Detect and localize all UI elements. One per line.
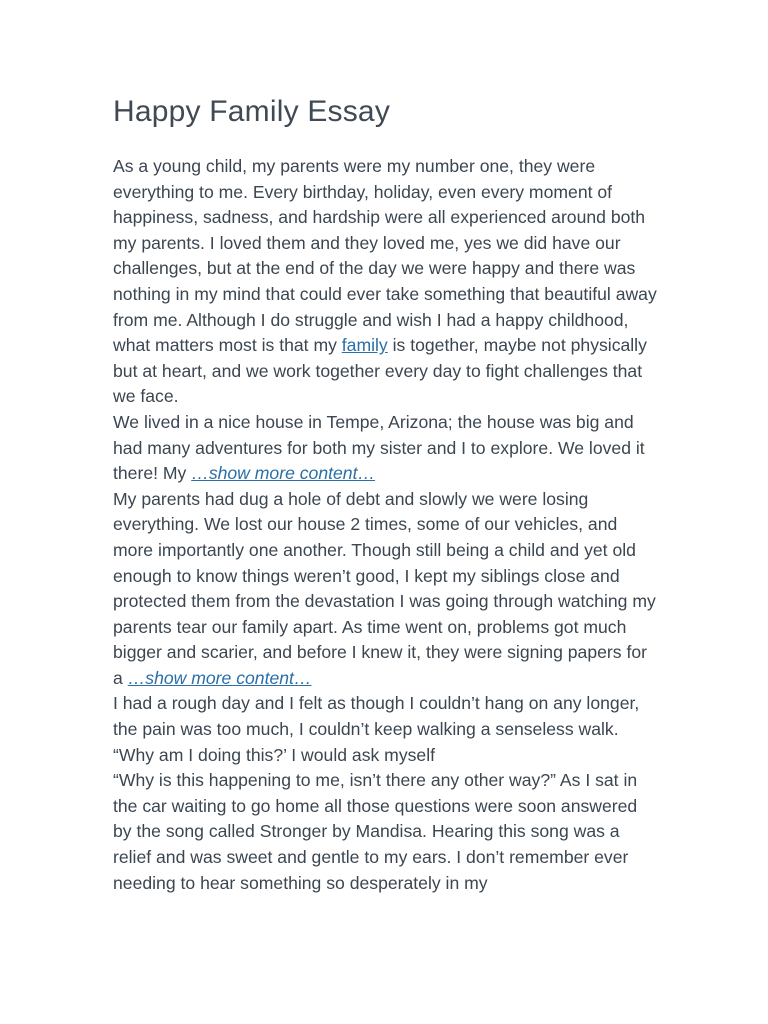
paragraph-1 (113, 154, 658, 410)
paragraph-2 (113, 410, 658, 487)
paragraph-4: I had a rough day and I felt as though I couldn’t hang on any longer, the pain was too much, I couldn’t keep walking a senseless walk. (113, 693, 640, 740)
page-title: Happy Family Essay (113, 95, 391, 128)
paragraph-3-text: My parents had dug a hole of debt and slowly we were losing everything. We lost our house 2 times, some of our vehicles, and more importantly one another. Though still being a child and yet old enough to know things weren’t good, I kept my siblings close and protected them from the devastation I was going through watching my parents tear our family apart. As time went on, problems got much bigger and scarier, and before I knew it, they were signing papers for a (113, 488, 656, 688)
paragraph-5: “Why am I doing this?’ I would ask myself (113, 744, 436, 765)
paragraph-1-text-end: is together, maybe not physically but at heart, and we work together every day to fight challenges that we face. (113, 335, 647, 407)
essay-page (113, 92, 658, 896)
paragraph-6: “Why is this happening to me, isn’t there any other way?” As I sat in the car waiting to go home all those questions were soon answered by the song called Stronger by Mandisa. Hearing this song was a relief and was sweet and gentle to my ears. I don’t remember ever needing to hear something so desperately in my (113, 770, 638, 893)
show-more-link-1[interactable]: …show more content… (191, 463, 376, 484)
show-more-link-2[interactable]: …show more content… (127, 667, 312, 688)
family-link[interactable]: family (341, 335, 388, 356)
paragraph-2-text: We lived in a nice house in Tempe, Arizona; the house was big and had many adventures for both my sister and I to explore. We loved it there! My (113, 411, 645, 484)
paragraph-1-text: As a young child, my parents were my number one, they were everything to me. Every birthday, holiday, even every moment of happiness, sadness, and hardship were all experienced around both my parents. I loved them and they loved me, yes we did have our challenges, but at the end of the day we were happy and there was nothing in my mind that could ever take something that beautiful away from me. Although I do struggle and wish I had a happy childhood, what matters most is that my (113, 156, 657, 356)
paragraph-3 (113, 487, 658, 692)
